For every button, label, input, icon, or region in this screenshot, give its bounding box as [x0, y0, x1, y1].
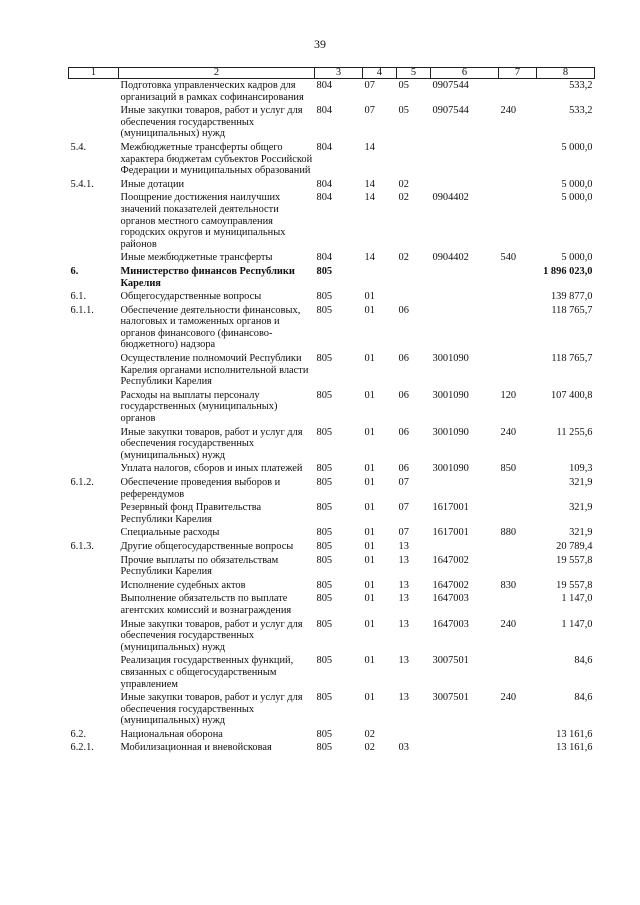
row-expense-type [499, 191, 537, 251]
row-name: Иные межбюджетные трансферты [120, 252, 273, 264]
row-amount: 533,2 [569, 80, 593, 91]
row-number: 5.4. [70, 141, 87, 153]
row-section: 01 [364, 579, 375, 591]
row-subsection: 03 [398, 742, 409, 754]
row-name: Мобилизационная и вневойсковая [120, 742, 272, 754]
row-subsection: 02 [398, 252, 409, 264]
row-target-item: 3007501 [432, 692, 469, 704]
row-number [69, 579, 119, 593]
row-name: Уплата налогов, сборов и иных платежей [120, 463, 303, 475]
row-name: Осуществление полномочий Республики Карелия органами исполнительной власти Республики Карелия [120, 353, 309, 388]
row-section: 14 [364, 252, 375, 264]
row-subsection: 05 [398, 105, 409, 117]
row-ved: 805 [316, 463, 333, 475]
table-header-row [69, 68, 595, 79]
row-section: 01 [364, 304, 375, 316]
row-ved: 805 [316, 291, 333, 303]
row-number: 6.1.1. [70, 304, 94, 316]
row-ved: 805 [316, 540, 333, 552]
row-subsection: 06 [398, 353, 409, 365]
row-section: 01 [364, 618, 375, 630]
row-amount: 118 765,7 [551, 304, 593, 316]
row-number [69, 654, 119, 691]
row-amount: 19 557,8 [556, 579, 593, 591]
row-expense-type: 830 [500, 579, 517, 591]
table-row [69, 540, 595, 554]
row-ved: 804 [316, 80, 333, 91]
row-number [69, 251, 119, 265]
row-ved: 805 [316, 426, 333, 438]
row-section: 01 [364, 291, 375, 303]
table-row [69, 141, 595, 178]
row-amount: 1 896 023,0 [543, 265, 593, 277]
row-section: 01 [364, 389, 375, 401]
row-name: Иные дотации [120, 178, 185, 190]
row-target-item: 0907544 [432, 105, 469, 117]
row-amount: 5 000,0 [561, 141, 593, 153]
table-row [69, 389, 595, 426]
row-section: 07 [364, 105, 375, 117]
row-section: 01 [364, 554, 375, 566]
row-subsection [397, 728, 431, 742]
row-amount: 13 161,6 [556, 728, 593, 740]
page-number: 39 [314, 37, 326, 51]
row-number [69, 526, 119, 540]
row-name: Исполнение судебных актов [120, 579, 246, 591]
row-ved: 805 [316, 265, 333, 277]
row-expense-type [499, 265, 537, 290]
row-amount: 1 147,0 [561, 618, 593, 630]
row-amount: 84,6 [574, 655, 593, 667]
row-section: 01 [364, 655, 375, 667]
row-target-item: 1647002 [432, 579, 469, 591]
row-number: 6.1.2. [70, 477, 94, 488]
row-amount: 1 147,0 [561, 593, 593, 605]
row-subsection: 06 [398, 463, 409, 475]
row-target-item [431, 265, 499, 290]
row-name: Иные закупки товаров, работ и услуг для обеспечения государственных (муниципальных) нужд [120, 426, 303, 461]
row-amount: 20 789,4 [556, 540, 593, 552]
row-target-item: 1647002 [432, 554, 469, 566]
table-row [69, 191, 595, 251]
table-row [69, 579, 595, 593]
row-ved: 804 [316, 178, 333, 190]
row-number [69, 389, 119, 426]
row-expense-type [499, 654, 537, 691]
row-expense-type: 850 [500, 463, 517, 475]
row-amount: 321,9 [569, 527, 593, 539]
budget-table [68, 67, 595, 755]
row-number [69, 691, 119, 728]
row-number [69, 352, 119, 389]
row-section: 01 [364, 463, 375, 475]
row-name: Общегосударственные вопросы [120, 291, 262, 303]
row-number [69, 618, 119, 655]
row-subsection: 07 [398, 527, 409, 539]
row-ved: 805 [316, 579, 333, 591]
row-number [69, 462, 119, 476]
row-section: 07 [364, 80, 375, 91]
row-subsection [397, 290, 431, 304]
row-name: Подготовка управленческих кадров для организаций в рамках софинансирования [120, 80, 304, 103]
row-expense-type [499, 501, 537, 526]
row-ved: 805 [316, 593, 333, 605]
table-row [69, 691, 595, 728]
row-subsection: 07 [398, 502, 409, 514]
row-ved: 805 [316, 618, 333, 630]
row-section: 14 [364, 178, 375, 190]
row-name: Прочие выплаты по обязательствам Республики Карелия [120, 554, 279, 578]
column-header: 6 [431, 68, 499, 79]
row-number [69, 501, 119, 526]
row-number: 6.2. [70, 728, 87, 740]
row-number [69, 104, 119, 141]
table-row [69, 462, 595, 476]
row-subsection: 02 [398, 178, 409, 190]
row-name: Обеспечение проведения выборов и референдумов [120, 477, 281, 500]
row-ved: 805 [316, 742, 333, 754]
row-target-item: 3007501 [432, 655, 469, 667]
table-row [69, 178, 595, 192]
row-name: Расходы на выплаты персоналу государственных (муниципальных) органов [120, 389, 278, 425]
row-expense-type: 240 [500, 426, 517, 438]
row-section [363, 265, 397, 290]
row-target-item: 3001090 [432, 389, 469, 401]
row-ved: 805 [316, 527, 333, 539]
row-section: 01 [364, 426, 375, 438]
row-section: 14 [364, 192, 375, 204]
row-section: 01 [364, 353, 375, 365]
row-expense-type [499, 741, 537, 755]
table-row [69, 79, 595, 105]
row-number: 6.1. [70, 291, 87, 303]
row-expense-type [499, 554, 537, 579]
row-subsection: 13 [398, 540, 409, 552]
table-row [69, 618, 595, 655]
row-expense-type: 240 [500, 105, 517, 117]
row-section: 14 [364, 141, 375, 153]
row-name: Министерство финансов Республики Карелия [120, 265, 295, 289]
row-ved: 805 [316, 728, 333, 740]
row-subsection: 06 [398, 389, 409, 401]
row-subsection [397, 265, 431, 290]
row-target-item: 1647003 [432, 618, 469, 630]
row-ved: 804 [316, 192, 333, 204]
row-number: 6. [70, 265, 79, 277]
row-amount: 84,6 [574, 692, 593, 704]
row-amount: 11 255,6 [556, 426, 593, 438]
row-expense-type [499, 592, 537, 617]
row-expense-type: 120 [500, 389, 517, 401]
row-amount: 5 000,0 [561, 252, 593, 264]
row-number [69, 79, 119, 105]
table-body [69, 79, 595, 756]
row-subsection: 13 [398, 655, 409, 667]
row-ved: 805 [316, 502, 333, 514]
row-number [69, 426, 119, 463]
row-ved: 805 [316, 655, 333, 667]
row-name: Специальные расходы [120, 527, 220, 539]
row-expense-type [499, 476, 537, 501]
row-target-item: 1617001 [432, 502, 469, 514]
row-section: 01 [364, 540, 375, 552]
row-amount: 107 400,8 [550, 389, 593, 401]
table-row [69, 265, 595, 290]
row-amount: 321,9 [569, 477, 593, 488]
row-target-item: 3001090 [432, 353, 469, 365]
row-ved: 805 [316, 304, 333, 316]
table-row [69, 728, 595, 742]
row-section: 01 [364, 527, 375, 539]
row-ved: 805 [316, 389, 333, 401]
table-row [69, 592, 595, 617]
row-amount: 533,2 [569, 105, 593, 117]
row-ved: 805 [316, 692, 333, 704]
row-number [69, 592, 119, 617]
row-name: Поощрение достижения наилучших значений показателей деятельности органов местного самоуправления городских округов и муниципальных районов [120, 192, 286, 250]
row-expense-type [499, 290, 537, 304]
row-target-item [431, 540, 499, 554]
row-subsection: 06 [398, 426, 409, 438]
row-subsection: 13 [398, 618, 409, 630]
row-expense-type [499, 79, 537, 105]
table-row [69, 654, 595, 691]
row-number [69, 191, 119, 251]
column-header: 4 [363, 68, 397, 79]
column-header: 3 [315, 68, 363, 79]
row-amount: 13 161,6 [556, 742, 593, 754]
row-target-item: 0904402 [432, 252, 469, 264]
row-subsection: 13 [398, 554, 409, 566]
row-amount: 109,3 [569, 463, 593, 475]
row-name: Иные закупки товаров, работ и услуг для обеспечения государственных (муниципальных) нужд [120, 692, 303, 727]
row-subsection: 05 [398, 80, 409, 91]
row-name: Резервный фонд Правительства Республики Карелия [120, 502, 262, 525]
table-row [69, 741, 595, 755]
row-amount: 139 877,0 [550, 291, 593, 303]
row-ved: 804 [316, 252, 333, 264]
column-header: 8 [537, 68, 595, 79]
row-amount: 5 000,0 [561, 178, 593, 190]
row-ved: 804 [316, 141, 333, 153]
row-section: 02 [364, 742, 375, 754]
row-subsection: 13 [398, 692, 409, 704]
row-name: Национальная оборона [120, 728, 223, 740]
row-target-item: 1617001 [432, 527, 469, 539]
row-target-item: 0907544 [432, 80, 469, 91]
row-name: Межбюджетные трансферты общего характера бюджетам субъектов Российской Федерации и муниципальных образований [120, 141, 313, 177]
row-subsection: 13 [398, 593, 409, 605]
row-target-item: 3001090 [432, 463, 469, 475]
column-header: 1 [69, 68, 119, 79]
row-number: 6.1.3. [70, 540, 94, 552]
row-number: 6.2.1. [70, 742, 94, 754]
row-expense-type: 880 [500, 527, 517, 539]
row-amount: 5 000,0 [561, 192, 593, 204]
row-target-item [431, 290, 499, 304]
table-row [69, 251, 595, 265]
table-row [69, 352, 595, 389]
table-row [69, 104, 595, 141]
row-expense-type [499, 304, 537, 352]
row-expense-type [499, 352, 537, 389]
row-ved: 805 [316, 477, 333, 488]
row-name: Выполнение обязательств по выплате агентских комиссий и вознаграждения [120, 593, 292, 616]
row-ved: 805 [316, 554, 333, 566]
row-subsection: 13 [398, 579, 409, 591]
row-name: Иные закупки товаров, работ и услуг для обеспечения государственных (муниципальных) нужд [120, 105, 303, 140]
row-ved: 805 [316, 353, 333, 365]
row-subsection: 06 [398, 304, 409, 316]
row-subsection: 07 [398, 477, 409, 488]
row-subsection [397, 141, 431, 178]
row-section: 01 [364, 593, 375, 605]
row-number [69, 554, 119, 579]
table-row [69, 426, 595, 463]
row-name: Обеспечение деятельности финансовых, налоговых и таможенных органов и органов финансового (финансово-бюджетного) надзора [120, 304, 301, 351]
row-expense-type: 240 [500, 692, 517, 704]
column-header: 5 [397, 68, 431, 79]
row-target-item: 0904402 [432, 192, 469, 204]
row-amount: 118 765,7 [551, 353, 593, 365]
column-header: 2 [119, 68, 315, 79]
row-target-item [431, 741, 499, 755]
table-row [69, 304, 595, 352]
row-section: 01 [364, 477, 375, 488]
row-amount: 19 557,8 [556, 554, 593, 566]
row-expense-type [499, 178, 537, 192]
row-number: 5.4.1. [70, 178, 94, 190]
row-expense-type [499, 540, 537, 554]
column-header: 7 [499, 68, 537, 79]
table-row [69, 501, 595, 526]
row-target-item: 1647003 [432, 593, 469, 605]
table-row [69, 526, 595, 540]
row-target-item [431, 304, 499, 352]
row-section: 01 [364, 502, 375, 514]
row-name: Иные закупки товаров, работ и услуг для обеспечения государственных (муниципальных) нужд [120, 618, 303, 653]
row-amount: 321,9 [569, 502, 593, 514]
row-subsection: 02 [398, 192, 409, 204]
row-section: 02 [364, 728, 375, 740]
table-row [69, 476, 595, 501]
row-target-item [431, 728, 499, 742]
row-target-item [431, 141, 499, 178]
row-expense-type: 540 [500, 252, 517, 264]
row-expense-type [499, 141, 537, 178]
row-name: Другие общегосударственные вопросы [120, 540, 294, 552]
row-target-item [431, 476, 499, 501]
row-expense-type: 240 [500, 618, 517, 630]
row-expense-type [499, 728, 537, 742]
table-row [69, 290, 595, 304]
row-ved: 804 [316, 105, 333, 117]
row-name: Реализация государственных функций, связанных с общегосударственным управлением [120, 655, 294, 690]
row-section: 01 [364, 692, 375, 704]
row-target-item: 3001090 [432, 426, 469, 438]
row-target-item [431, 178, 499, 192]
table-row [69, 554, 595, 579]
